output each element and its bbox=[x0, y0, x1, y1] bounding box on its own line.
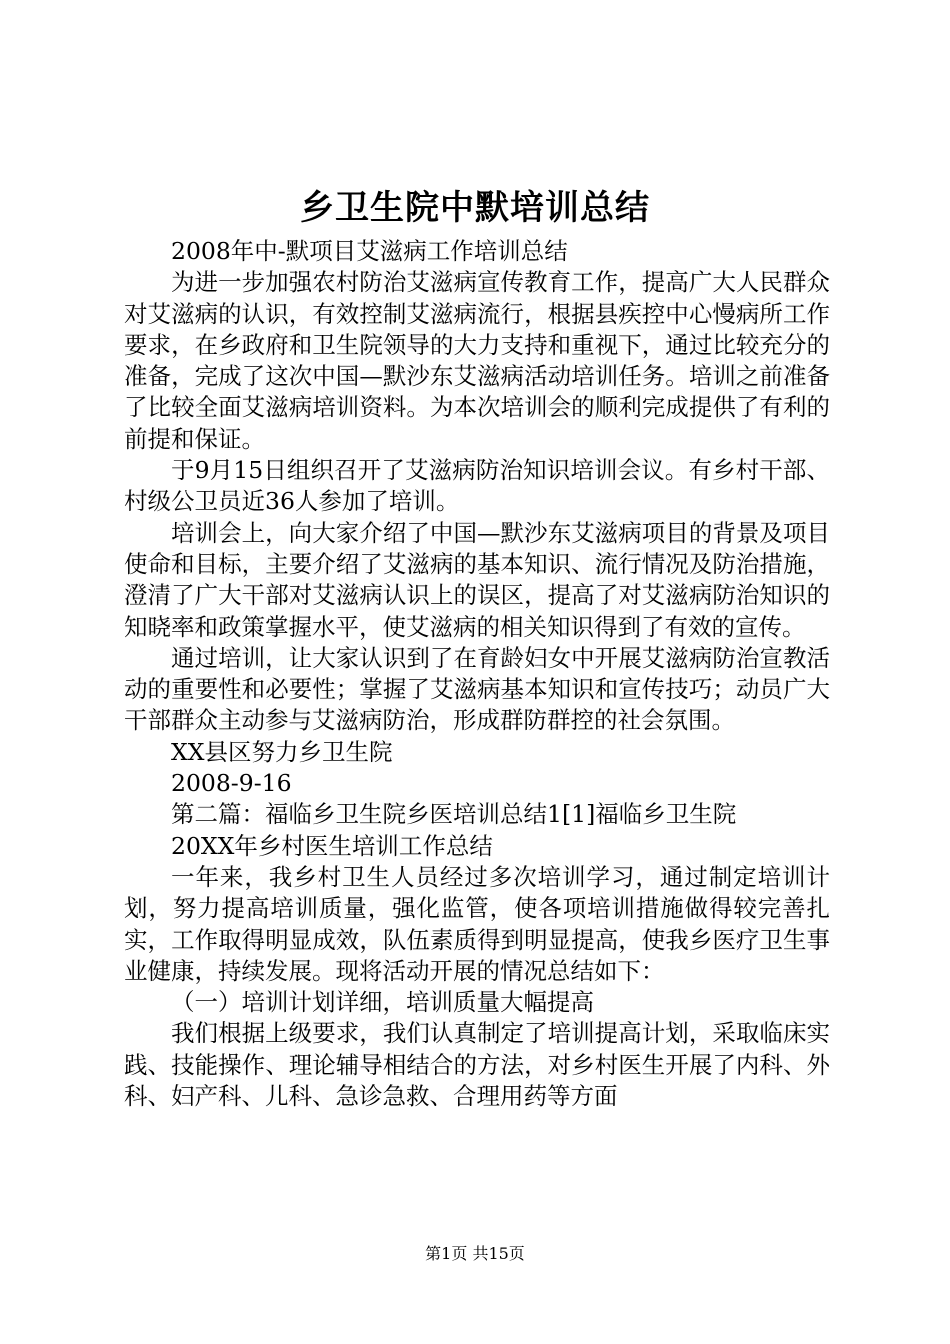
paragraph: （一）培训计划详细，培训质量大幅提高 bbox=[171, 988, 594, 1017]
paragraph: 我们根据上级要求，我们认真制定了培训提高计划，采取临床实践、技能操作、理论辅导相结合的方法，对乡村医生开展了内科、外科、妇产科、儿科、急诊急救、合理用药等方面 bbox=[124, 1019, 830, 1111]
paragraph: 于9月15日组织召开了艾滋病防治知识培训会议。有乡村干部、村级公卫员近36人参加了培训。 bbox=[124, 456, 830, 516]
document-title: 乡卫生院中默培训总结 bbox=[300, 188, 650, 228]
paragraph: 20XX年乡村医生培训工作总结 bbox=[171, 831, 493, 860]
paragraph: 2008年中-默项目艾滋病工作培训总结 bbox=[171, 237, 568, 265]
document-body bbox=[124, 236, 830, 1112]
paragraph: 通过培训，让大家认识到了在育龄妇女中开展艾滋病防治宣教活动的重要性和必要性；掌握了艾滋病基本知识和宣传技巧；动员广大干部群众主动参与艾滋病防治，形成群防群控的社会氛围。 bbox=[124, 643, 830, 735]
paragraph: XX县区努力乡卫生院 bbox=[171, 737, 393, 766]
paragraph: 2008-9-16 bbox=[171, 769, 292, 798]
page-footer: 第1页 共15页 bbox=[425, 1244, 525, 1263]
paragraph: 培训会上，向大家介绍了中国—默沙东艾滋病项目的背景及项目使命和目标，主要介绍了艾滋病的基本知识、流行情况及防治措施，澄清了广大干部对艾滋病认识上的误区，提高了对艾滋病防治知识的知晓率和政策掌握水平，使艾滋病的相关知识得到了有效的宣传。 bbox=[124, 518, 830, 641]
paragraph: 第二篇：福临乡卫生院乡医培训总结1[1]福临乡卫生院 bbox=[171, 800, 737, 829]
paragraph: 一年来，我乡村卫生人员经过多次培训学习，通过制定培训计划，努力提高培训质量，强化监管，使各项培训措施做得较完善扎实，工作取得明显成效，队伍素质得到明显提高，使我乡医疗卫生事业健康，持续发展。现将活动开展的情况总结如下： bbox=[124, 862, 830, 985]
paragraph: 为进一步加强农村防治艾滋病宣传教育工作，提高广大人民群众对艾滋病的认识，有效控制艾滋病流行，根据县疾控中心慢病所工作要求，在乡政府和卫生院领导的大力支持和重视下，通过比较充分的准备，完成了这次中国—默沙东艾滋病活动培训任务。培训之前准备了比较全面艾滋病培训资料。为本次培训会的顺利完成提供了有利的前提和保证。 bbox=[124, 268, 830, 453]
